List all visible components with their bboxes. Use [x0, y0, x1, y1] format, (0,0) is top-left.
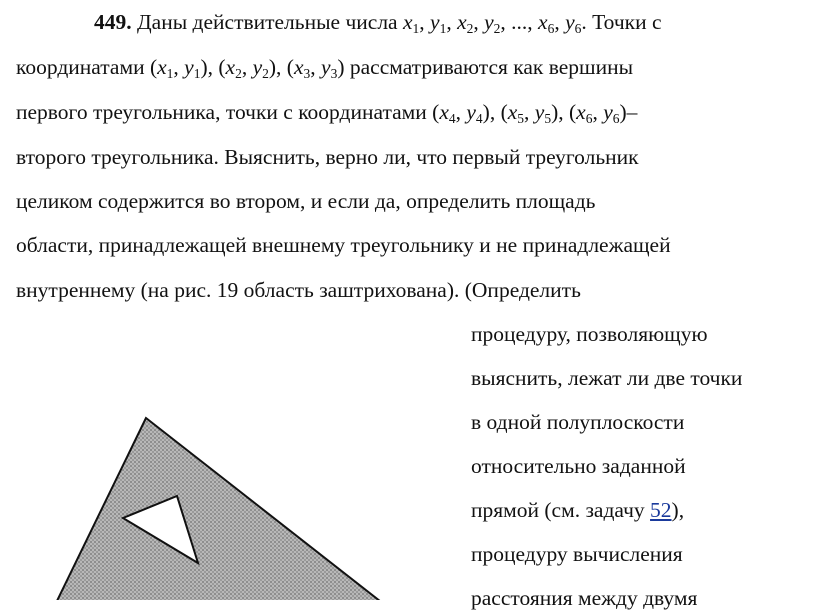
var-x: x [576, 100, 586, 124]
subscript: 4 [475, 111, 483, 126]
text-line-10: в одной полуплоскости [471, 410, 685, 434]
text-line-6: области, принадлежащей внешнему треугольнику и не принадлежащей [16, 233, 671, 257]
var-y: y [184, 55, 194, 79]
text-line-5: целиком содержится во втором, и если да, определить площадь [16, 189, 596, 213]
text-line-14: расстояния между двумя [471, 586, 698, 610]
problem-intro: Даны действительные числа [137, 10, 398, 34]
triangle-figure [50, 405, 390, 600]
text-line-3: первого треугольника, точки с координатами ($x_4$, $y_4$), ($x_5$, $y_5$), ($x_6$, $y_6)-$ [16, 100, 638, 126]
var-y: y [430, 10, 440, 34]
subscript: 6 [612, 111, 620, 126]
var-x: x [439, 100, 449, 124]
subscript: 3 [303, 66, 311, 81]
subscript: 2 [493, 21, 501, 36]
var-x: x [538, 10, 548, 34]
task-ref-prefix: прямой (см. задачу [471, 498, 645, 522]
var-y: y [534, 100, 545, 124]
text-line-7: внутреннему (на рис. 19 область заштрихована). (Определить [16, 278, 581, 302]
var-y: y [484, 10, 494, 34]
text-line-9: выяснить, лежат ли две точки [471, 366, 743, 390]
var-y: y [466, 100, 476, 124]
outer-triangle [55, 418, 385, 600]
task-52-link[interactable]: 52 [650, 498, 672, 522]
subscript: 6 [585, 111, 593, 126]
text-line-1: 449. Даны действительные числа $x_1$, $y_1$, $x_2$, $y_2$, ..., $x_6$, $y_6$. Точки с [94, 10, 662, 36]
points-word: Точки с [592, 10, 662, 34]
first-triangle-phrase: первого треугольника, точки с координатами [16, 100, 427, 124]
ellipsis: ..., [511, 10, 533, 34]
subscript: 1 [166, 66, 174, 81]
text-line-11: относительно заданной [471, 454, 686, 478]
var-x: x [457, 10, 467, 34]
var-x: x [293, 55, 304, 79]
text-line-4: второго треугольника. Выяснить, верно ли, что первый треугольник [16, 145, 639, 169]
subscript: 2 [262, 66, 269, 81]
text-line-2: координатами ($x_1$, $y_1$), ($x_2$, $y_2$), ($x_3$, $y_3$) рассматриваются как вершины [16, 55, 634, 81]
subscript: 6 [574, 21, 582, 36]
var-y: y [321, 55, 331, 79]
var-y: y [565, 10, 575, 34]
text-line-13: процедуру вычисления [471, 542, 683, 566]
var-x: x [157, 55, 167, 79]
coords-word: координатами [16, 55, 145, 79]
subscript: 2 [235, 66, 242, 81]
subscript: 2 [466, 21, 474, 36]
var-x: x [507, 100, 518, 124]
subscript: 6 [547, 21, 555, 36]
subscript: 4 [448, 111, 456, 126]
subscript: 1 [412, 21, 420, 36]
text-line-12 [471, 496, 684, 524]
subscript: 3 [330, 66, 338, 81]
text-line-8: процедуру, позволяющую [471, 322, 708, 346]
subscript: 5 [544, 111, 552, 126]
triangle-figure-svg [50, 405, 390, 600]
task-ref-suffix: ), [671, 498, 685, 522]
var-y: y [603, 100, 613, 124]
subscript: 5 [517, 111, 525, 126]
var-x: x [225, 55, 236, 79]
var-y: y [252, 55, 263, 79]
problem-number: 449. [94, 10, 132, 34]
first-vertices-phrase: рассматриваются как вершины [349, 55, 634, 79]
var-x: x [402, 10, 413, 34]
subscript: 1 [193, 66, 201, 81]
subscript: 1 [439, 21, 447, 36]
